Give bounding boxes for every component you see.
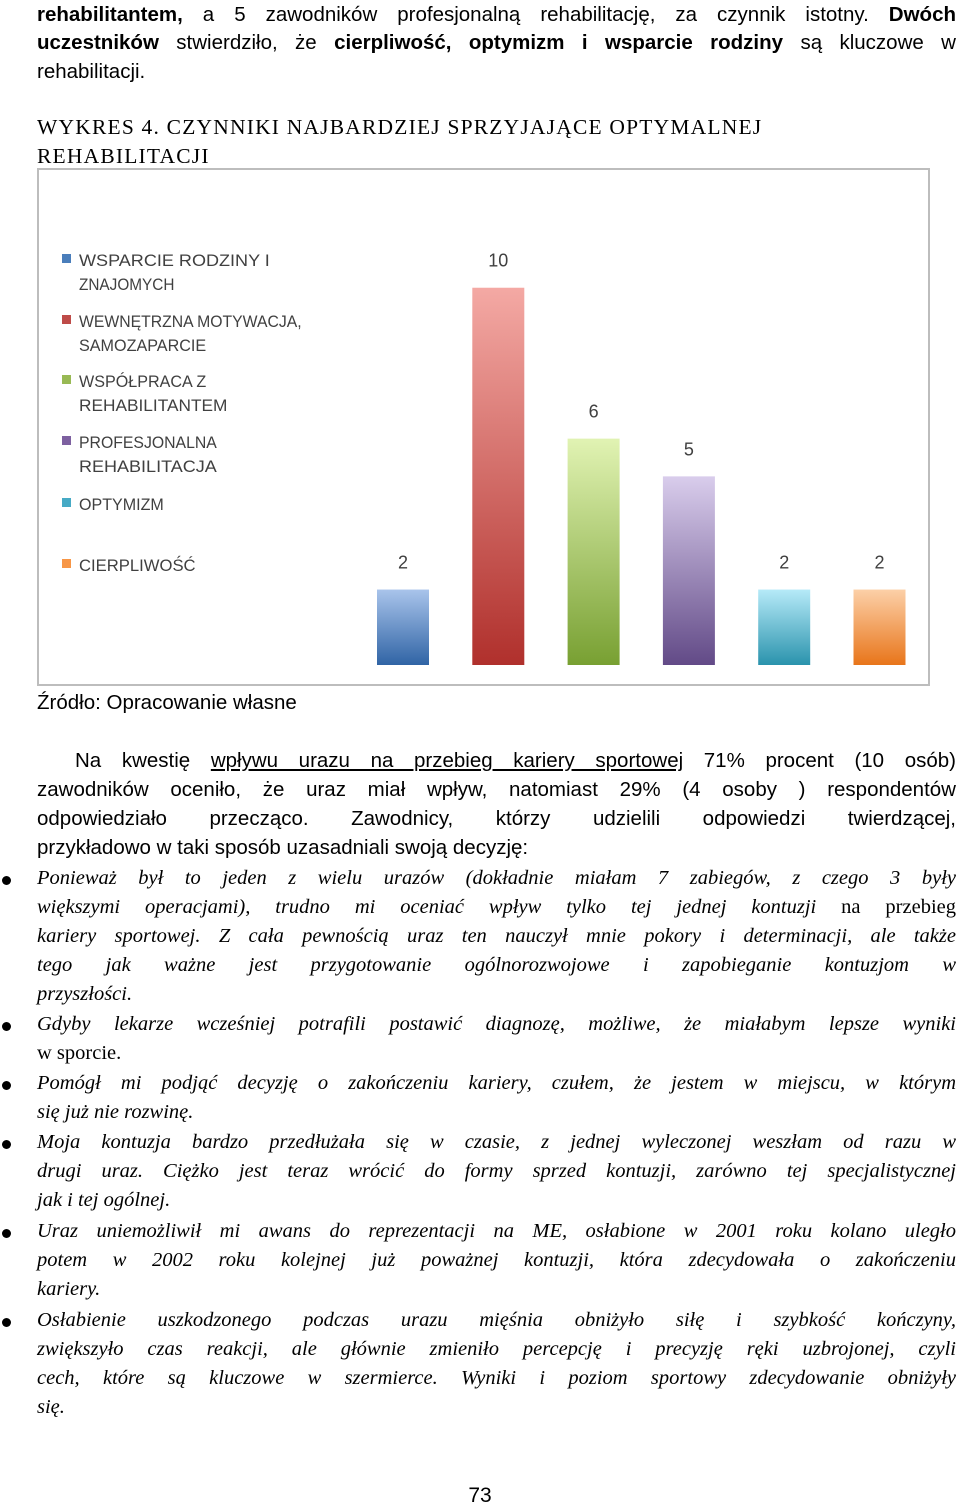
bullet-4: [2, 1140, 11, 1149]
legend-swatch-2: [62, 315, 71, 324]
legend-swatch-3: [62, 375, 71, 384]
legend-label-1-line-1: WSPARCIE RODZINY I: [79, 251, 270, 270]
page-number: 73: [468, 1484, 492, 1507]
legend-label-3-line-1: WSPÓŁPRACA Z: [79, 372, 207, 391]
quote-6-line-4: się.: [37, 1396, 65, 1418]
quote-5-line-3: kariery.: [37, 1278, 101, 1300]
legend-swatch-6: [62, 559, 71, 568]
para-line-2: zawodników oceniło, że uraz miał wpływ, natomiast 29% (4 osoby ) respondentów: [37, 778, 956, 801]
quote-2-line-2: w sporcie.: [37, 1042, 122, 1064]
legend-label-2-line-1: WEWNĘTRZNA MOTYWACJA,: [79, 312, 302, 331]
bar-value-label-4: 5: [683, 439, 694, 460]
legend-swatch-5: [62, 498, 71, 507]
quote-6-line-2: zwiększyło czas reakcji, ale głównie zmieniło percepcję i precyzję ręki uzbrojonej, czyli: [37, 1338, 956, 1360]
quote-1-upright: na przebieg: [816, 896, 956, 918]
bullet-2: [2, 1022, 11, 1031]
para-text-1: Na kwestię: [75, 749, 211, 772]
bar-value-label-5: 2: [779, 552, 790, 573]
quote-1-line-5: przyszłości.: [37, 983, 133, 1005]
legend-label-6-line-1: CIERPLIWOŚĆ: [79, 556, 196, 575]
quote-2-line-1: Gdyby lekarze wcześniej potrafili postawić diagnozę, możliwe, że miałabym lepsze wyniki: [37, 1013, 956, 1035]
quote-5-line-1: Uraz uniemożliwił mi awans do reprezentacji na ME, osłabione w 2001 roku kolano uległo: [37, 1220, 956, 1242]
legend-swatch-4: [62, 436, 71, 445]
intro-bold-2: Dwóch: [888, 3, 956, 26]
intro-line-2: [37, 28, 956, 57]
quote-4-line-2: drugi uraz. Ciężko jest teraz wrócić do formy sprzed kontuzji, zarówno tej specjalistycznej: [37, 1160, 956, 1182]
bullet-1: [2, 876, 11, 885]
intro-text-1: a 5 zawodników profesjonalną rehabilitację, za czynnik istotny.: [182, 3, 889, 26]
para-line-3: odpowiedziało przecząco. Zawodnicy, którzy udzielili odpowiedzi twierdzącej,: [37, 807, 956, 830]
bar-3: [568, 439, 620, 665]
bullet-6: [2, 1318, 11, 1327]
bar-5: [758, 590, 810, 665]
quote-1-line-2: [37, 893, 956, 922]
legend-label-5-line-1: OPTYMIZM: [79, 495, 164, 514]
quote-6-line-1: Osłabienie uszkodzonego podczas urazu mięśnia obniżyło siłę i szybkość kończyny,: [37, 1309, 956, 1331]
para-text-2: 71% procent (10 osób): [683, 749, 956, 772]
legend-label-4-line-2: REHABILITACJA: [79, 457, 218, 476]
bar-chart: [37, 168, 932, 688]
bar-value-label-3: 6: [588, 401, 599, 422]
intro-text-2: stwierdziło, że: [158, 31, 335, 54]
bar-value-label-2: 10: [488, 250, 509, 271]
quote-1-italic: większymi operacjami), trudno mi oceniać wpływ tylko tej jednej kontuzji: [37, 896, 817, 918]
para-line-1: [37, 746, 956, 775]
legend-label-4-line-1: PROFESJONALNA: [79, 433, 218, 452]
legend-label-1-line-2: ZNAJOMYCH: [79, 275, 175, 294]
intro-bold-4: cierpliwość, optymizm i wsparcie rodziny: [334, 31, 784, 54]
figure-heading-line-1: WYKRES 4. CZYNNIKI NAJBARDZIEJ SPRZYJAJĄCE OPTYMALNEJ: [37, 115, 763, 139]
bullet-3: [2, 1081, 11, 1090]
quote-3-line-1: Pomógł mi podjąć decyzję o zakończeniu kariery, czułem, że jestem w miejscu, w którym: [37, 1072, 956, 1094]
quote-4-line-3: jak i tej ogólnej.: [37, 1189, 171, 1211]
quote-1-line-1: Ponieważ był to jeden z wielu urazów (dokładnie miałam 7 zabiegów, z czego 3 były: [37, 867, 956, 889]
intro-line-3: rehabilitacji.: [37, 60, 146, 83]
intro-text-3: są kluczowe w: [783, 31, 956, 54]
bullet-5: [2, 1229, 11, 1238]
bar-1: [377, 590, 429, 665]
quote-4-line-1: Moja kontuzja bardzo przedłużała się w czasie, z jednej wyleczonej weszłam od razu w: [37, 1131, 956, 1153]
para-line-4: przykładowo w taki sposób uzasadniali swoją decyzję:: [37, 836, 529, 859]
quote-3-line-2: się już nie rozwinę.: [37, 1101, 194, 1123]
figure-heading-line-2: REHABILITACJI: [37, 144, 210, 168]
bar-2: [472, 288, 524, 665]
quote-6-line-3: cech, które są kluczowe w szermierce. Wyniki i poziom sportowy zdecydowanie obniżyły: [37, 1367, 956, 1389]
quote-5-line-2: potem w 2002 roku kolejnej już poważnej kontuzji, która zdecydowała o zakończeniu: [37, 1249, 956, 1271]
legend-swatch-1: [62, 254, 71, 263]
legend-label-2-line-2: SAMOZAPARCIE: [79, 336, 207, 355]
bar-value-label-1: 2: [397, 552, 409, 573]
bar-4: [663, 476, 715, 665]
legend-label-3-line-2: REHABILITANTEM: [79, 396, 228, 415]
intro-bold-1: rehabilitantem,: [37, 3, 183, 26]
intro-line-1: [37, 0, 956, 29]
para-underlined: wpływu urazu na przebieg kariery sportowej: [210, 749, 684, 772]
bar-6: [854, 590, 906, 665]
bar-value-label-6: 2: [874, 552, 885, 573]
intro-bold-3: uczestników: [37, 31, 159, 54]
quote-1-line-3: kariery sportowej. Z cała pewnością uraz ten nauczył mnie pokory i determinacji, ale także: [37, 925, 956, 947]
figure-source: Źródło: Opracowanie własne: [37, 691, 297, 714]
quote-1-line-4: tego jak ważne jest przygotowanie ogólnorozwojowe i zapobieganie kontuzjom w: [37, 954, 956, 976]
